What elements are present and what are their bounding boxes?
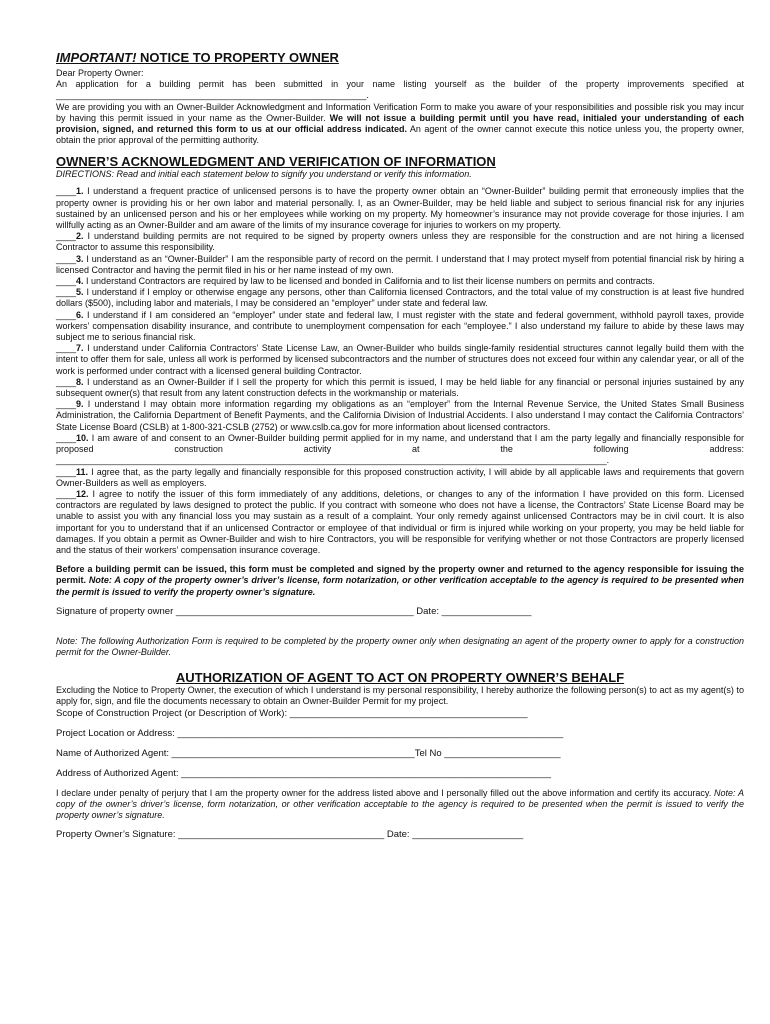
ack-item [56, 489, 744, 556]
tel-label: Tel No [414, 747, 445, 759]
initial-field[interactable]: ____ [56, 343, 77, 354]
notice-line1: An application for a building permit has been submitted in your name listing yourself as the builder of the property improvements specified at ______________________________________________________________. [56, 79, 744, 101]
initial-field[interactable]: ____ [56, 309, 77, 320]
owner-signature-field[interactable]: _____________________________________________ [175, 605, 414, 617]
ack-item-number: 5. [76, 287, 84, 298]
ack-item-text: I understand I may obtain more information regarding my obligations as an “employer” from the Internal Revenue Service, the United States Small Business Administration, the California Department of Benefit Payments, and the California Division of Industrial Accidents. I also understand I may contact the California Contractors’ State License Board (CSLB) at 1-800-321-CSLB (2752) or www.cslb.ca.gov for more information about licensed contractors. [56, 399, 744, 432]
ack-item-number: 6. [76, 309, 84, 320]
ack-item [56, 377, 744, 399]
initial-field[interactable]: ____ [56, 186, 77, 197]
location-row [56, 728, 744, 740]
scope-field[interactable]: _____________________________________________ [289, 707, 528, 719]
ack-item-text: I am aware of and consent to an Owner-Builder building permit applied for in my name, and understand that I am the party legally and financially responsible for proposed construction activity at the following address: ______________________________________________________________________________________________________________. [56, 432, 744, 466]
ack-item [56, 287, 744, 309]
scope-label: Scope of Construction Project (or Description of Work): [56, 707, 290, 719]
declaration-paragraph [56, 788, 744, 822]
ack-item-number: 9. [76, 399, 84, 410]
initial-field[interactable]: ____ [56, 231, 77, 242]
agent-name-label: Name of Authorized Agent: [56, 747, 172, 759]
ack-item-number: 7. [76, 343, 84, 354]
ack-item-text: I understand if I employ or otherwise engage any persons, other than California licensed Contractors, and the total value of my construction is at least five hundred dollars ($500), including labor and materials, I may be considered an “employer” under state and federal law. [56, 287, 744, 309]
initial-field[interactable]: ____ [56, 399, 77, 410]
ack-item-text: I understand a frequent practice of unlicensed persons is to have the property owner obtain an “Owner-Builder” building permit that erroneously implies that the property owner is providing his or her own labor and material personally. I, as an Owner-Builder, may be held liable and subject to serious financial risk for any injuries sustained by an unlicensed person and his or her employees while working on my property. My homeowner’s insurance may not provide coverage for those injuries. I am willfully acting as an Owner-Builder and am aware of the limits of my insurance coverage for injuries to workers on my property. [56, 186, 744, 231]
ack-item [56, 399, 744, 433]
agent-title: AUTHORIZATION OF AGENT TO ACT ON PROPERTY OWNER’S BEHALF [175, 670, 625, 686]
ack-item-number: 12. [76, 488, 89, 499]
ack-item-number: 2. [76, 231, 84, 242]
notice-line2-end: An agent of the owner cannot execute this notice unless you, the property owner, obtain the prior approval of the permitting authority. [56, 124, 744, 146]
property-owner-signature-row [56, 829, 744, 841]
agent-intro: Excluding the Notice to Property Owner, the execution of which I understand is my personal responsibility, I hereby authorize the following person(s) to act as my agent(s) to apply for, sign, and file the documents necessary to obtain an Owner-Builder Permit for my project. [56, 685, 744, 707]
notice-title [56, 50, 744, 65]
ack-item [56, 467, 744, 489]
ack-item-number: 3. [76, 253, 84, 264]
ack-item-text: I understand Contractors are required by law to be licensed and bonded in California and to list their license numbers on permits and contracts. [83, 276, 655, 287]
initial-field[interactable]: ____ [56, 276, 77, 287]
notice-line2-bold: We will not issue a building permit until you have read, initialed your understanding of each provision, signed, and returned this form to us at our official address indicated. [56, 112, 745, 135]
initial-field[interactable]: ____ [56, 376, 77, 387]
owner-signature-row [56, 606, 744, 618]
initial-field[interactable]: ____ [56, 253, 77, 264]
ack-title: OWNER’S ACKNOWLEDGMENT AND VERIFICATION OF INFORMATION [56, 154, 496, 170]
notice-salutation: Dear Property Owner: [56, 68, 144, 78]
property-owner-date-field[interactable]: _____________________ [412, 829, 524, 841]
ack-item-text: I understand under California Contractors’ State License Law, an Owner-Builder who builds single-family residential structures cannot legally build them with the intent to offer them for sale, unless all work is performed by licensed subcontractors and the number of structures does not exceed four within any calendar year, or all of the work is performed under contract with a licensed general building Contractor. [56, 343, 744, 376]
initial-field[interactable]: ____ [56, 287, 77, 298]
ack-item [56, 310, 744, 344]
ack-item-number: 1. [76, 186, 84, 197]
property-owner-date-label: Date: [384, 829, 413, 841]
ack-item [56, 186, 744, 231]
notice-line2 [56, 102, 744, 147]
ack-item [56, 343, 744, 377]
scope-row [56, 708, 744, 720]
location-field[interactable]: _________________________________________________________________________ [177, 727, 564, 739]
owner-signature-label: Signature of property owner [56, 605, 176, 617]
ack-item [56, 276, 744, 287]
ack-directions: DIRECTIONS: Read and initial each statement below to signify you understand or verify this information. [56, 169, 472, 180]
agent-address-row [56, 768, 744, 780]
owner-date-label: Date: [416, 605, 442, 617]
before-permit-bold: Before a building permit can be issued, this form must be completed and signed by the property owner and returned to the agency responsible for issuing the permit. [56, 564, 744, 586]
declaration-text: I declare under penalty of perjury that I am the property owner for the address listed above and I personally filled out the above information and certify its accuracy. [56, 787, 715, 798]
ack-item-number: 8. [76, 376, 84, 387]
tel-field[interactable]: ______________________ [444, 747, 561, 759]
ack-item-number: 4. [76, 276, 84, 287]
ack-item-text: I agree that, as the party legally and financially responsible for this proposed construction activity, I will abide by all applicable laws and requirements that govern Owner-Builders as well as employers. [56, 466, 744, 488]
notice-title-important: IMPORTANT! [56, 50, 137, 65]
property-owner-signature-field[interactable]: _______________________________________ [178, 829, 385, 841]
notice-line2-text: We are providing you with an Owner-Builder Acknowledgment and Information Verification Form to make you aware of your responsibilities and possible risk you may incur by having this permit issued in your name as the Owner-Builder. [56, 101, 744, 123]
notice-title-rest: NOTICE TO PROPERTY OWNER [136, 50, 339, 65]
agent-name-row [56, 748, 744, 760]
ack-item-text: I understand as an Owner-Builder if I sell the property for which this permit is issued, I may be held liable for any financial or personal injuries sustained by any subsequent owner(s) that result from any latent construction defects in the workmanship or materials. [56, 376, 744, 399]
authorization-note: Note: The following Authorization Form is required to be completed by the property owner only when designating an agent of the property owner to apply for a construction permit for the Owner-Builder. [56, 635, 744, 657]
ack-item-number: 11. [76, 466, 89, 477]
ack-item [56, 433, 744, 467]
ack-items-list [56, 186, 744, 556]
before-permit-note: Note: A copy of the property owner’s driver’s license, form notarization, or other verification acceptable to the agency is required to be presented when the permit is issued to verify the property owner’s signature. [56, 575, 744, 597]
ack-item-text: I understand building permits are not required to be signed by property owners unless they are responsible for the construction and are not hiring a licensed Contractor to assume this responsibility. [56, 231, 744, 253]
document-page [56, 50, 744, 841]
declaration-note: Note: A copy of the owner’s driver’s license, form notarization, or other verification acceptable to the agency is required to be presented when the permit is issued to verify the property owner’s signature. [56, 787, 745, 820]
ack-item-number: 10. [76, 432, 89, 443]
agent-name-field[interactable]: ______________________________________________ [171, 747, 415, 759]
initial-field[interactable]: ____ [56, 432, 77, 443]
initial-field[interactable]: ____ [56, 466, 77, 477]
agent-address-label: Address of Authorized Agent: [56, 767, 182, 779]
property-owner-signature-label: Property Owner’s Signature: [56, 829, 179, 841]
owner-date-field[interactable]: _________________ [441, 605, 532, 617]
ack-item-text: I agree to notify the issuer of this form immediately of any additions, deletions, or changes to any of the information I have provided on this form. Licensed contractors are regulated by laws designed to protect the public. If you contract with someone who does not have a license, the Contractors’ State License Board may be unable to assist you with any financial loss you may sustain as a result of a complaint. Your only remedy against unlicensed Contractors may be in civil court. It is also important for you to understand that if an unlicensed Contractor or employee of that individual or firm is injured while working on your property, you may be held liable for damages. If you obtain a permit as Owner-Builder and wish to hire Contractors, you will be responsible for verifying whether or not those Contractors are properly licensed and the status of their workers’ compensation insurance coverage. [56, 488, 744, 555]
location-label: Project Location or Address: [56, 727, 178, 739]
agent-address-field[interactable]: ______________________________________________________________________ [181, 767, 552, 779]
before-permit-paragraph [56, 564, 744, 598]
initial-field[interactable]: ____ [56, 488, 77, 499]
ack-item [56, 231, 744, 253]
ack-item-text: I understand as an “Owner-Builder” I am the responsible party of record on the permit. I understand that I may protect myself from potential financial risk by hiring a licensed Contractor and having the permit filed in his or her name instead of my own. [56, 253, 744, 275]
ack-item [56, 254, 744, 276]
ack-item-text: I understand if I am considered an “employer” under state and federal law, I must register with the state and federal government, withhold payroll taxes, provide workers’ compensation disability insurance, and contribute to unemployment compensation for each “employee.” I also understand my failure to abide by these laws may subject me to serious financial risk. [56, 309, 744, 343]
